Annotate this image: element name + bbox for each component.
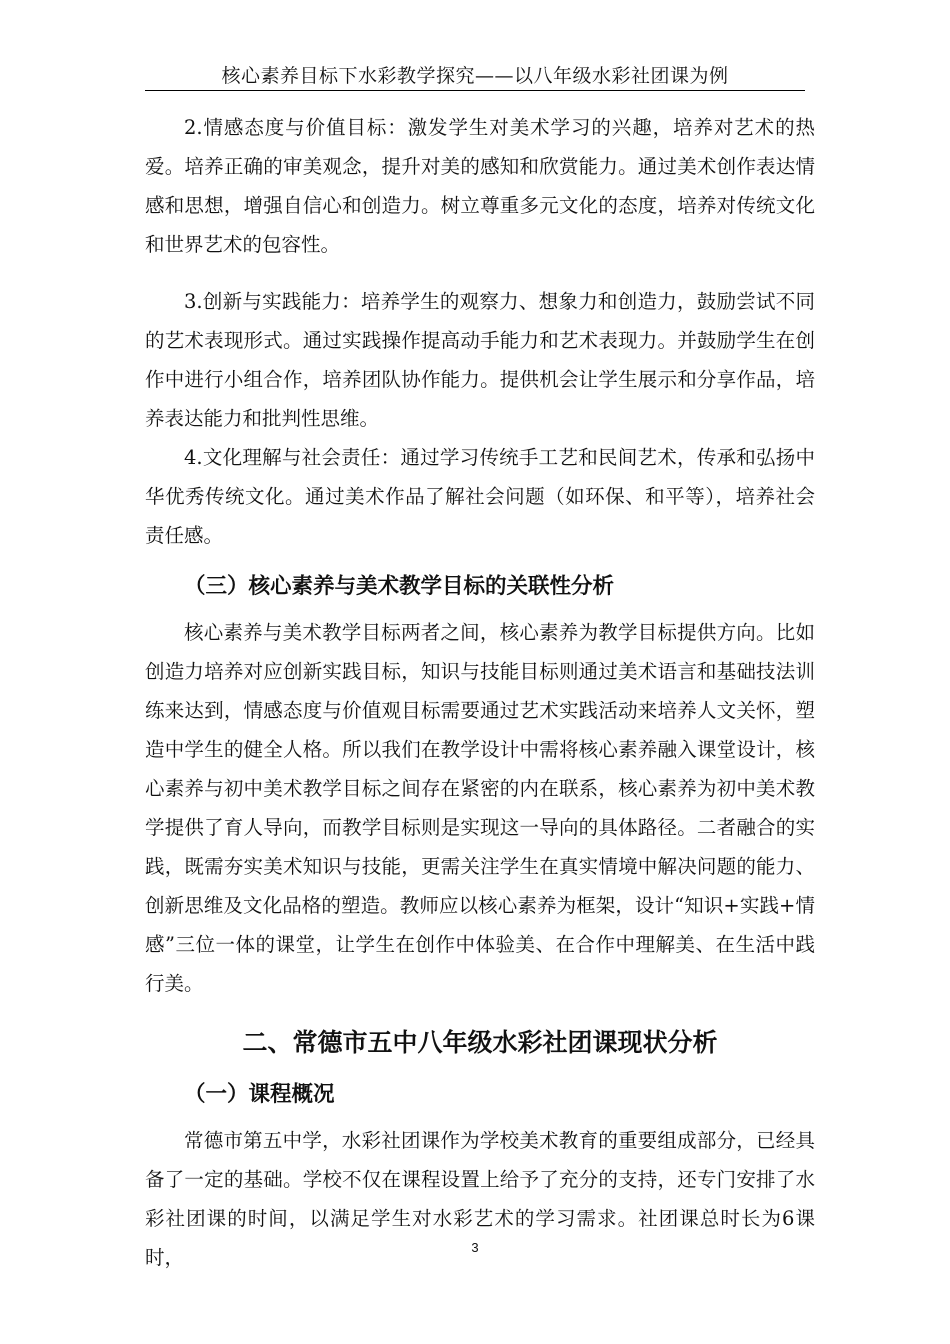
chapter-heading-current-status: 二、常德市五中八年级水彩社团课现状分析 (242, 1028, 718, 1057)
paragraph-emotional-values-goal: 2.情感态度与价值目标：激发学生对美术学习的兴趣，培养对艺术的热爱。培养正确的审美观念，提升对美的感知和欣赏能力。通过美术创作表达情感和思想，增强自信心和创造力。树立尊重多元文化的态度，培养对传统文化和世界艺术的包容性。 (145, 116, 815, 256)
section-heading-correlation-analysis: （三）核心素养与美术教学目标的关联性分析 (184, 574, 615, 599)
section-heading-course-overview: （一）课程概况 (184, 1082, 335, 1107)
paragraph-cultural-understanding-goal: 4.文化理解与社会责任：通过学习传统手工艺和民间艺术，传承和弘扬中华优秀传统文化。通过美术作品了解社会问题（如环保、和平等），培养社会责任感。 (145, 446, 815, 547)
page-number: 3 (471, 1240, 479, 1255)
paragraph-course-overview: 常德市第五中学，水彩社团课作为学校美术教育的重要组成部分，已经具备了一定的基础。学校不仅在课程设置上给予了充分的支持，还专门安排了水彩社团课的时间，以满足学生对水彩艺术的学习需求。社团课总时长为6课时， (145, 1129, 815, 1269)
paragraph-innovation-practice-goal: 3.创新与实践能力：培养学生的观察力、想象力和创造力，鼓励尝试不同的艺术表现形式。通过实践操作提高动手能力和艺术表现力。并鼓励学生在创作中进行小组合作，培养团队协作能力。提供机会让学生展示和分享作品，培养表达能力和批判性思维。 (145, 290, 815, 430)
running-header: 核心素养目标下水彩教学探究——以八年级水彩社团课为例 (145, 62, 805, 91)
paragraph-correlation-analysis: 核心素养与美术教学目标两者之间，核心素养为教学目标提供方向。比如创造力培养对应创新实践目标，知识与技能目标则通过美术语言和基础技法训练来达到，情感态度与价值观目标需要通过艺术实践活动来培养人文关怀，塑造中学生的健全人格。所以我们在教学设计中需将核心素养融入课堂设计，核心素养与初中美术教学目标之间存在紧密的内在联系，核心素养为初中美术教学提供了育人导向，而教学目标则是实现这一导向的具体路径。二者融合的实践，既需夯实美术知识与技能，更需关注学生在真实情境中解决问题的能力、创新思维及文化品格的塑造。教师应以核心素养为框架，设计“知识+实践+情感”三位一体的课堂，让学生在创作中体验美、在合作中理解美、在生活中践行美。 (145, 621, 815, 995)
page-body (145, 108, 815, 1277)
